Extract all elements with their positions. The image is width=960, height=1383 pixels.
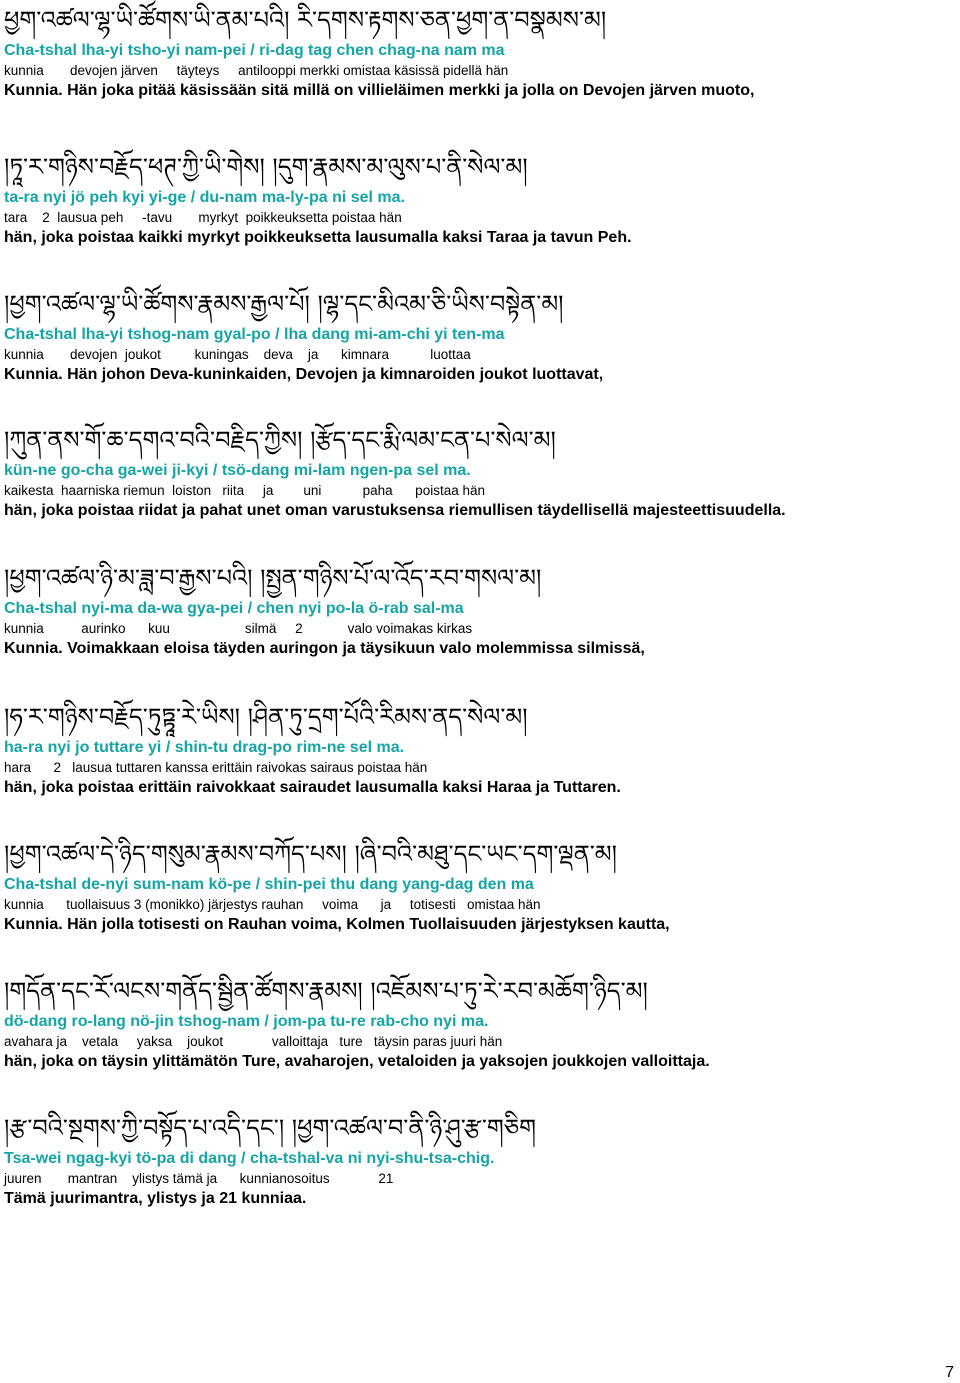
tibetan-line: །ཏཱ་ར་གཉིས་བརྗོད་ཕཊ་ཀྱི་ཡི་གེས། །དུག་རྣམས་མ་ལུས་པ་ནི་སེལ་མ། bbox=[4, 153, 528, 181]
gloss-line: kaikesta haarniska riemun loiston riita ja uni paha poistaa hän bbox=[4, 483, 485, 498]
translation-line: Kunnia. Voimakkaan eloisa täyden auringon ja täysikuun valo molemmissa silmissä, bbox=[4, 640, 645, 657]
tibetan-line: །གདོན་དང་རོ་ལངས་གནོད་སྦྱིན་ཚོགས་རྣམས། །འཇོམས་པ་ཏུ་རེ་རབ་མཆོག་ཉིད་མ། bbox=[4, 977, 648, 1005]
gloss-line: juuren mantran ylistys tämä ja kunnianosoitus 21 bbox=[4, 1171, 394, 1186]
tibetan-line: །ཕྱག་འཚལ་ལྷ་ཡི་ཚོགས་རྣམས་རྒྱལ་པོ། །ལྷ་དང་མིའམ་ཅི་ཡིས་བསྟེན་མ། bbox=[4, 290, 564, 318]
page-number: 7 bbox=[945, 1364, 954, 1381]
verse-3 bbox=[4, 284, 954, 385]
transliteration-line: ta-ra nyi jö peh kyi yi-ge / du-nam ma-ly-pa ni sel ma. bbox=[4, 189, 405, 206]
translation-line: Kunnia. Hän joka pitää käsissään sitä millä on villieläimen merkki ja jolla on Devojen järven muoto, bbox=[4, 82, 755, 99]
transliteration-line: Cha-tshal lha-yi tshog-nam gyal-po / lha dang mi-am-chi yi ten-ma bbox=[4, 326, 505, 343]
translation-line: Kunnia. Hän jolla totisesti on Rauhan voima, Kolmen Tuollaisuuden järjestyksen kautta, bbox=[4, 916, 670, 933]
transliteration-line: Cha-tshal lha-yi tsho-yi nam-pei / ri-dag tag chen chag-na nam ma bbox=[4, 42, 505, 59]
gloss-line: hara 2 lausua tuttaren kanssa erittäin raivokas sairaus poistaa hän bbox=[4, 760, 428, 775]
gloss-line: tara 2 lausua peh -tavu myrkyt poikkeuksetta poistaa hän bbox=[4, 210, 402, 225]
translation-line: hän, joka on täysin ylittämätön Ture, avaharojen, vetaloiden ja yaksojen joukkojen valloittaja. bbox=[4, 1053, 710, 1070]
verse-2 bbox=[4, 147, 954, 248]
verse-5 bbox=[4, 558, 954, 659]
transliteration-line: Cha-tshal nyi-ma da-wa gya-pei / chen nyi po-la ö-rab sal-ma bbox=[4, 600, 464, 617]
verse-4 bbox=[4, 420, 954, 521]
gloss-line: avahara ja vetala yaksa joukot valloittaja ture täysin paras juuri hän bbox=[4, 1034, 503, 1049]
transliteration-line: ha-ra nyi jo tuttare yi / shin-tu drag-po rim-ne sel ma. bbox=[4, 739, 405, 756]
verse-7 bbox=[4, 834, 954, 935]
transliteration-line: Cha-tshal de-nyi sum-nam kö-pe / shin-pei thu dang yang-dag den ma bbox=[4, 876, 534, 893]
tibetan-line: །རྩ་བའི་སྔགས་ཀྱི་བསྟོད་པ་འདི་དང་། །ཕྱག་འཚལ་བ་ནི་ཉི་ཤུ་རྩ་གཅིག bbox=[4, 1114, 536, 1142]
transliteration-line: Tsa-wei ngag-kyi tö-pa di dang / cha-tshal-va ni nyi-shu-tsa-chig. bbox=[4, 1150, 495, 1167]
verse-8 bbox=[4, 971, 954, 1072]
translation-line: hän, joka poistaa riidat ja pahat unet oman varustuksensa riemullisen täydellisellä majesteettisuudella. bbox=[4, 502, 786, 519]
verse-1 bbox=[4, 0, 954, 101]
translation-line: Tämä juurimantra, ylistys ja 21 kunniaa. bbox=[4, 1190, 307, 1207]
tibetan-line: །ཕྱག་འཚལ་ཉི་མ་ཟླ་བ་རྒྱས་པའི། །སྤྱན་གཉིས་པོ་ལ་འོད་རབ་གསལ་མ། bbox=[4, 564, 542, 592]
tibetan-line: །ཀུན་ནས་གོ་ཆ་དགའ་བའི་བརྗིད་ཀྱིས། །རྩོད་དང་རྨི་ལམ་ངན་པ་སེལ་མ། bbox=[4, 426, 556, 454]
verse-6 bbox=[4, 697, 954, 798]
translation-line: Kunnia. Hän johon Deva-kuninkaiden, Devojen ja kimnaroiden joukot luottavat, bbox=[4, 366, 604, 383]
gloss-line: kunnia devojen järven täyteys antilooppi merkki omistaa käsissä pidellä hän bbox=[4, 63, 509, 78]
tibetan-line: །ཕྱག་འཚལ་དེ་ཉིད་གསུམ་རྣམས་བཀོད་པས། །ཞི་བའི་མཐུ་དང་ཡང་དག་ལྡན་མ། bbox=[4, 840, 617, 868]
transliteration-line: kün-ne go-cha ga-wei ji-kyi / tsö-dang mi-lam ngen-pa sel ma. bbox=[4, 462, 471, 479]
translation-line: hän, joka poistaa kaikki myrkyt poikkeuksetta lausumalla kaksi Taraa ja tavun Peh. bbox=[4, 229, 632, 246]
gloss-line: kunnia aurinko kuu silmä 2 valo voimakas kirkas bbox=[4, 621, 473, 636]
gloss-line: kunnia tuollaisuus 3 (monikko) järjestys rauhan voima ja totisesti omistaa hän bbox=[4, 897, 541, 912]
gloss-line: kunnia devojen joukot kuningas deva ja kimnara luottaa bbox=[4, 347, 471, 362]
tibetan-line: ཕྱག་འཚལ་ལྷ་ཡི་ཚོགས་ཡི་ནམ་པའི། རི་དགས་རྟགས་ཅན་ཕྱག་ན་བསྣམས་མ། bbox=[4, 6, 607, 34]
tibetan-line: །ཧ་ར་གཉིས་བརྗོད་ཏུཏྟཱ་རེ་ཡིས། །ཤིན་ཏུ་དྲག་པོའི་རིམས་ནད་སེལ་མ། bbox=[4, 703, 528, 731]
transliteration-line: dö-dang ro-lang nö-jin tshog-nam / jom-pa tu-re rab-cho nyi ma. bbox=[4, 1013, 489, 1030]
translation-line: hän, joka poistaa erittäin raivokkaat sairaudet lausumalla kaksi Haraa ja Tuttaren. bbox=[4, 779, 621, 796]
verse-9 bbox=[4, 1108, 954, 1209]
